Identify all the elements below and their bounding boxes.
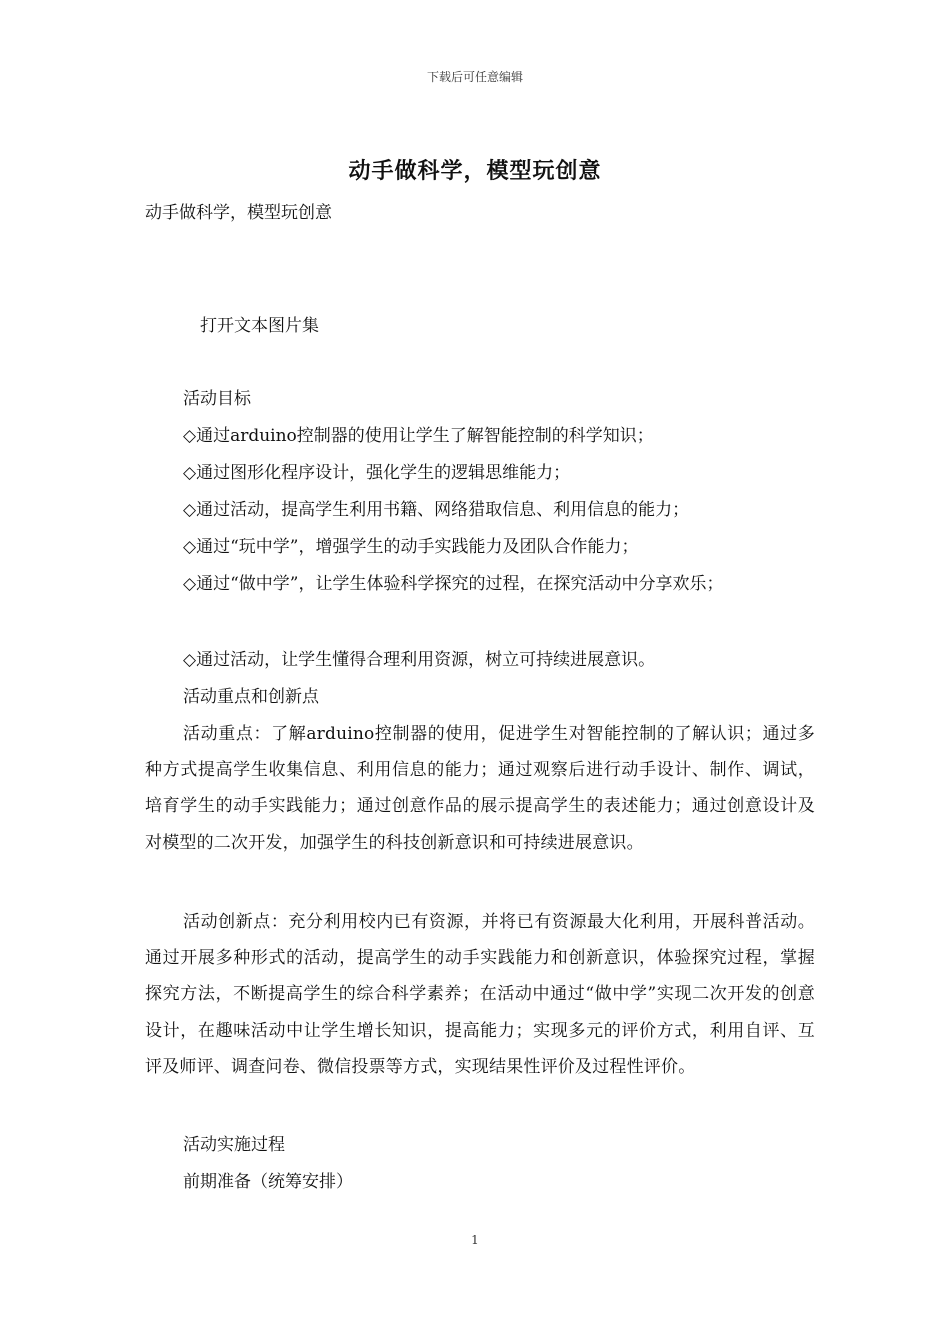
goal-item: ◇通过“做中学”，让学生体验科学探究的过程，在探究活动中分享欢乐； bbox=[183, 574, 724, 594]
goal-item: ◇通过活动，让学生懂得合理利用资源，树立可持续进展意识。 bbox=[183, 650, 656, 670]
page-header: 下载后可任意编辑 bbox=[426, 70, 523, 84]
subtitle: 动手做科学，模型玩创意 bbox=[145, 203, 332, 223]
innovation-paragraph: 活动创新点：充分利用校内已有资源，并将已有资源最大化利用，开展科普活动。通过开展多种形式的活动，提高学生的动手实践能力和创新意识，体验探究过程，掌握探究方法，不断提高学生的综合科学素养；在活动中通过“做中学”实现二次开发的创意设计，在趣味活动中让学生增长知识，提高能力；实现多元的评价方式，利用自评、互评及师评、调查问卷、微信投票等方式，实现结果性评价及过程性评价。 bbox=[145, 912, 815, 1077]
goal-item: ◇通过图形化程序设计，强化学生的逻辑思维能力； bbox=[183, 463, 571, 483]
key-section-heading: 活动重点和创新点 bbox=[183, 687, 319, 707]
open-image-gallery-link[interactable]: 打开文本图片集 bbox=[200, 316, 319, 336]
document-title: 动手做科学，模型玩创意 bbox=[348, 158, 602, 184]
process-subheading: 前期准备（统筹安排） bbox=[183, 1172, 353, 1192]
goals-heading: 活动目标 bbox=[183, 389, 251, 409]
goal-item: ◇通过活动，提高学生利用书籍、网络猎取信息、利用信息的能力； bbox=[183, 500, 690, 520]
goal-item: ◇通过“玩中学”，增强学生的动手实践能力及团队合作能力； bbox=[183, 537, 639, 557]
page-number: 1 bbox=[471, 1233, 479, 1247]
process-heading: 活动实施过程 bbox=[183, 1135, 285, 1155]
focus-paragraph: 活动重点：了解arduino控制器的使用，促进学生对智能控制的了解认识；通过多种方式提高学生收集信息、利用信息的能力；通过观察后进行动手设计、制作、调试，培育学生的动手实践能力；通过创意作品的展示提高学生的表述能力；通过创意设计及对模型的二次开发，加强学生的科技创新意识和可持续进展意识。 bbox=[145, 724, 815, 853]
goal-item: ◇通过arduino控制器的使用让学生了解智能控制的科学知识； bbox=[183, 426, 654, 446]
